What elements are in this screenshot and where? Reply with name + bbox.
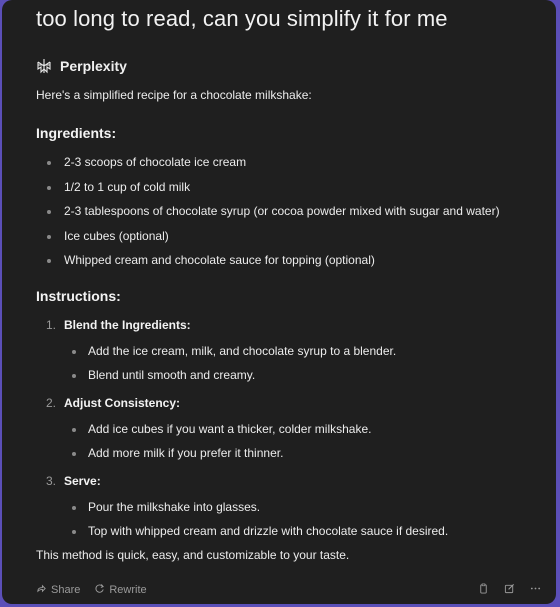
list-item: 2-3 tablespoons of chocolate syrup (or cocoa powder mixed with sugar and water) xyxy=(36,199,541,224)
user-query: too long to read, can you simplify it for me xyxy=(36,6,448,31)
ingredients-heading: Ingredients: xyxy=(36,125,117,141)
rewrite-label: Rewrite xyxy=(109,584,147,596)
answer-outro: This method is quick, easy, and customizable to your taste. xyxy=(36,548,350,562)
list-item: Add more milk if you prefer it thinner. xyxy=(64,441,541,466)
more-button[interactable] xyxy=(528,583,542,597)
list-item: 1/2 to 1 cup of cold milk xyxy=(36,175,541,200)
answer-intro: Here's a simplified recipe for a chocolate milkshake: xyxy=(36,88,312,102)
rewrite-button[interactable] xyxy=(94,583,146,597)
step-title: Blend the Ingredients: xyxy=(64,317,191,332)
edit-icon xyxy=(504,583,515,597)
ingredients-list xyxy=(36,150,541,273)
copy-button[interactable] xyxy=(476,583,490,597)
share-button[interactable] xyxy=(36,583,80,597)
step-title: Serve: xyxy=(64,473,101,488)
step-title: Adjust Consistency: xyxy=(64,395,181,410)
edit-button[interactable] xyxy=(502,583,516,597)
share-icon xyxy=(36,583,47,597)
chat-window xyxy=(2,0,556,604)
perplexity-logo-icon xyxy=(36,58,52,74)
step-sublist xyxy=(64,339,541,388)
list-item: 2-3 scoops of chocolate ice cream xyxy=(36,150,541,175)
list-item: Pour the milkshake into glasses. xyxy=(64,495,541,520)
step-number: 1. xyxy=(46,317,57,332)
instructions-list xyxy=(36,313,541,544)
assistant-header xyxy=(36,58,127,74)
answer-actions xyxy=(36,580,542,600)
list-item: Blend until smooth and creamy. xyxy=(64,363,541,388)
step-sublist xyxy=(64,495,541,544)
more-icon xyxy=(530,583,541,597)
list-item: Add the ice cream, milk, and chocolate syrup to a blender. xyxy=(64,339,541,364)
step-number: 3. xyxy=(46,473,57,488)
assistant-name: Perplexity xyxy=(60,58,127,74)
step-sublist xyxy=(64,417,541,466)
rewrite-icon xyxy=(94,583,105,597)
answer-body xyxy=(36,86,541,547)
step-item xyxy=(36,469,541,544)
step-item xyxy=(36,313,541,388)
step-item xyxy=(36,391,541,466)
list-item: Add ice cubes if you want a thicker, colder milkshake. xyxy=(64,417,541,442)
list-item: Whipped cream and chocolate sauce for topping (optional) xyxy=(36,248,541,273)
step-number: 2. xyxy=(46,395,57,410)
instructions-heading: Instructions: xyxy=(36,287,121,304)
share-label: Share xyxy=(51,584,81,596)
list-item: Ice cubes (optional) xyxy=(36,224,541,249)
list-item: Top with whipped cream and drizzle with chocolate sauce if desired. xyxy=(64,519,541,544)
copy-icon xyxy=(478,583,489,597)
